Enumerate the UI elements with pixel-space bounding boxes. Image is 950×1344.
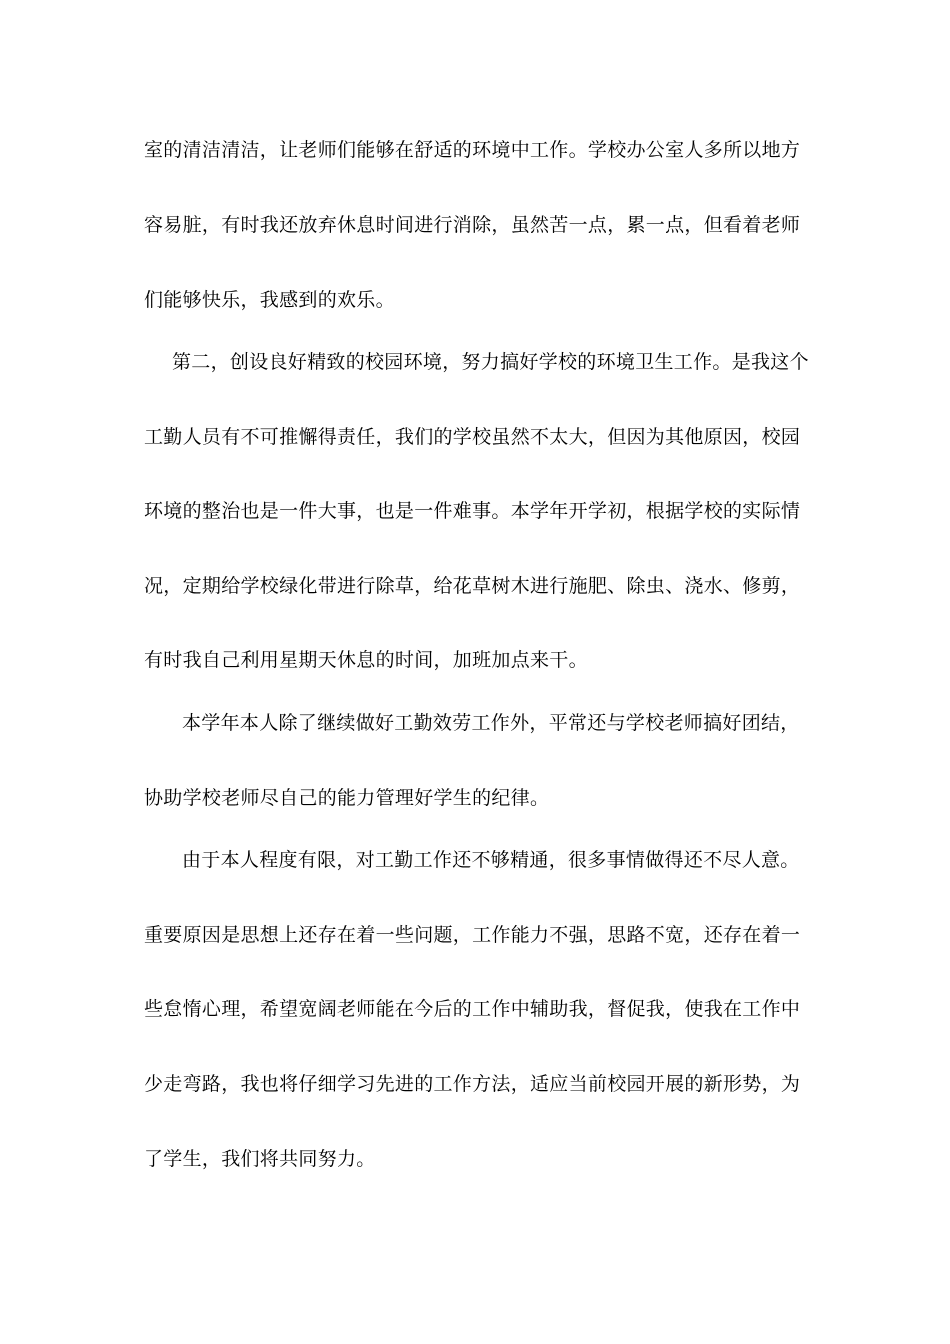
text-line: 环境的整治也是一件大事，也是一件难事。本学年开学初，根据学校的实际情 [144, 500, 801, 522]
text-line: 容易脏，有时我还放弃休息时间进行消除，虽然苦一点，累一点，但看着老师 [144, 214, 801, 236]
text-line: 们能够快乐，我感到的欢乐。 [144, 289, 395, 311]
text-line: 第二，创设良好精致的校园环境，努力搞好学校的环境卫生工作。是我这个 [172, 351, 809, 373]
text-line: 少走弯路，我也将仔细学习先进的工作方法，适应当前校园开展的新形势，为 [144, 1073, 801, 1095]
text-line: 室的清洁清洁，让老师们能够在舒适的环境中工作。学校办公室人多所以地方 [144, 139, 801, 161]
text-line: 有时我自己利用星期天休息的时间，加班加点来干。 [144, 649, 588, 671]
text-line: 了学生，我们将共同努力。 [144, 1148, 376, 1170]
text-line: 协助学校老师尽自己的能力管理好学生的纪律。 [144, 787, 550, 809]
text-line: 由于本人程度有限，对工勤工作还不够精通，很多事情做得还不尽人意。 [182, 849, 800, 871]
text-line: 况，定期给学校绿化带进行除草，给花草树木进行施肥、除虫、浇水、修剪， [144, 575, 801, 597]
text-line: 重要原因是思想上还存在着一些问题，工作能力不强，思路不宽，还存在着一 [144, 924, 801, 946]
text-line: 些怠惰心理，希望宽阔老师能在今后的工作中辅助我，督促我，使我在工作中 [144, 998, 801, 1020]
text-line: 本学年本人除了继续做好工勤效劳工作外，平常还与学校老师搞好团结， [182, 712, 800, 734]
text-line: 工勤人员有不可推懈得责任，我们的学校虽然不太大，但因为其他原因，校园 [144, 426, 801, 448]
